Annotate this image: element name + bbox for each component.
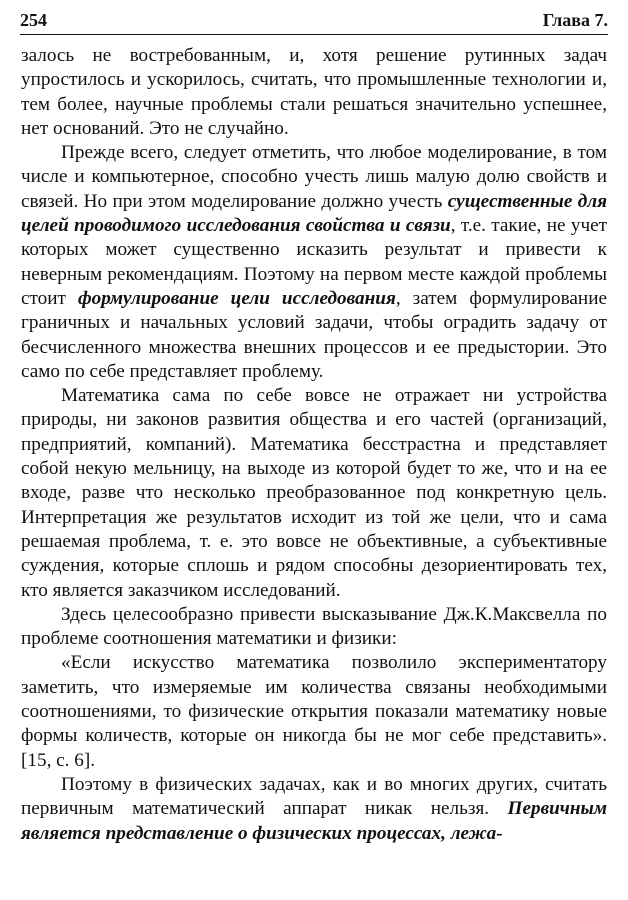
- paragraph-text: , затем формулирование граничных и начальных условий задачи, чтобы оградить задачу от бесчисленного множества внешних процессов и ее предыстории. Это само по себе представляет проблему.: [21, 287, 607, 382]
- paragraph-text: залось не востребованным, и, хотя решение рутинных задач упростилось и ускорилось, считать, что промышленные технологии и, тем более, научные проблемы стали решаться значительно успешнее, нет оснований. Это не случайно.: [21, 45, 607, 139]
- paragraph-text: Здесь целесообразно привести высказывание Дж.К.Максвелла по проблеме соотношения математики и физики:: [21, 603, 607, 650]
- emphasis-text: формулирование цели исследования: [77, 287, 396, 309]
- chapter-title: Глава 7.: [542, 10, 608, 30]
- emphasis-text: существенные для целей проводимого исследования свойства и связи: [21, 190, 607, 237]
- paragraph-p3: [21, 384, 607, 603]
- paragraph-text: Поэтому в физических задачах, как и во многих других, считать первичным математический аппарат никак нельзя.: [21, 773, 607, 820]
- emphasis-text: Первичным является представление о физических процессах, лежа-: [21, 798, 607, 844]
- body-text: [21, 44, 607, 846]
- paragraph-text: , т.е. такие, не учет которых может существенно исказить результат и привести к неверным рекомендациям. Поэтому на первом месте каждой проблемы стоит: [21, 215, 607, 309]
- paragraph-text: Математика сама по себе вовсе не отражает ни устройства природы, ни законов развития общества и его частей (организаций, предприятий, компаний). Математика бесстрастна и представляет собой некую мельницу, на выходе из которой будет то же, что и на ее входе, разве что несколько преобразованное под конкретную цель. Интерпретация же результатов исходит из той же цели, что и сама решаемая проблема, т. е. это вовсе не объективные, а субъективные суждения, которые сплошь и рядом способны дезориентировать тех, кто является заказчиком исследований.: [21, 385, 607, 601]
- paragraph-text: Прежде всего, следует отметить, что любое моделирование, в том числе и компьютерное, способно учесть лишь малую долю свойств и связей. Но при этом моделирование должно учесть: [21, 142, 607, 212]
- paragraph-p1: [21, 44, 607, 141]
- paragraph-p4: [21, 603, 607, 652]
- page-number: 254: [20, 10, 47, 30]
- paragraph-p6: [21, 773, 607, 846]
- paragraph-p2: [21, 141, 607, 384]
- paragraph-text: «Если искусство математика позволило экспериментатору заметить, что измеряемые им количества связаны необходимыми соотношениями, то физические открытия показали математику новые формы количеств, которые он никогда бы не мог себе представить».[15, с. 6].: [21, 652, 607, 771]
- paragraph-p5: [21, 651, 607, 772]
- running-header: [20, 4, 608, 35]
